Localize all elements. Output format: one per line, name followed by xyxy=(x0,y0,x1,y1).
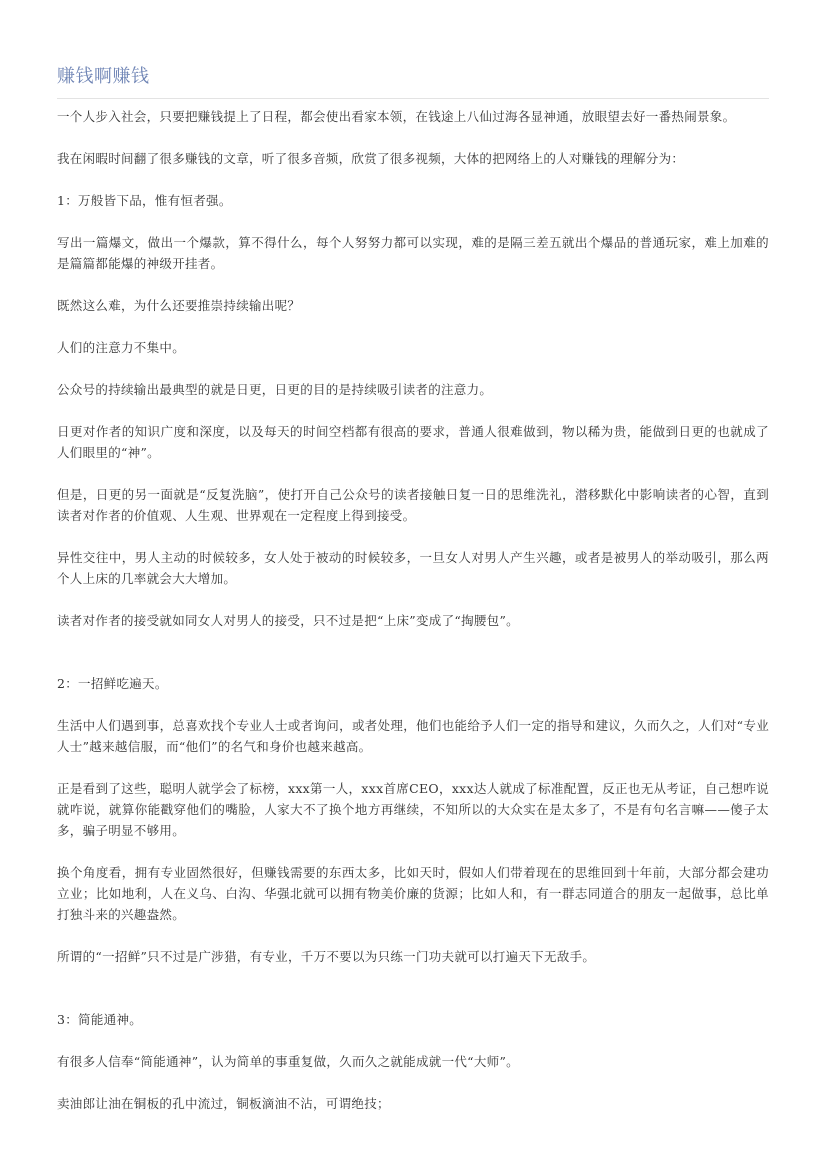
paragraph-9: 异性交往中，男人主动的时候较多，女人处于被动的时候较多，一旦女人对男人产生兴趣，或者是被男人的举动吸引，那么两个人上床的几率就会大大增加。 xyxy=(57,550,769,586)
paragraph-7: 日更对作者的知识广度和深度，以及每天的时间空档都有很高的要求，普通人很难做到，物以稀为贵，能做到日更的也就成了人们眼里的“神”。 xyxy=(57,424,769,460)
section-heading-3: 3：简能通神。 xyxy=(57,1012,143,1027)
paragraph-8: 但是，日更的另一面就是“反复洗脑”，使打开自己公众号的读者接触日复一日的思维洗礼，潜移默化中影响读者的心智，直到读者对作者的价值观、人生观、世界观在一定程度上得到接受。 xyxy=(57,487,769,523)
paragraph-14: 所谓的“一招鲜”只不过是广涉猎，有专业，千万不要以为只练一门功夫就可以打遍天下无敌手。 xyxy=(57,949,596,964)
paragraph-16: 卖油郎让油在铜板的孔中流过，铜板滴油不沾，可谓绝技； xyxy=(57,1096,390,1111)
paragraph-15: 有很多人信奉“简能通神”，认为简单的事重复做，久而久之就能成就一代“大师”。 xyxy=(57,1054,519,1069)
paragraph-1: 一个人步入社会，只要把赚钱提上了日程，都会使出看家本领，在钱途上八仙过海各显神通，放眼望去好一番热闹景象。 xyxy=(57,109,736,124)
title-divider xyxy=(57,98,769,99)
article-title: 赚钱啊赚钱 xyxy=(57,66,150,87)
paragraph-13: 换个角度看，拥有专业固然很好，但赚钱需要的东西太多，比如天时，假如人们带着现在的思维回到十年前，大部分都会建功立业；比如地利，人在义乌、白沟、华强北就可以拥有物美价廉的货源；比如人和，有一群志同道合的朋友一起做事，总比单打独斗来的兴趣盎然。 xyxy=(57,865,769,922)
paragraph-12: 正是看到了这些，聪明人就学会了标榜，xxx第一人，xxx首席CEO，xxx达人就成了标准配置，反正也无从考证，自己想咋说就咋说，就算你能戳穿他们的嘴脸，人家大不了换个地方再继续，不知所以的大众实在是太多了，不是有句名言嘛——傻子太多，骗子明显不够用。 xyxy=(57,781,769,838)
paragraph-10: 读者对作者的接受就如同女人对男人的接受，只不过是把“上床”变成了“掏腰包”。 xyxy=(57,613,519,628)
section-heading-1: 1：万般皆下品，惟有恒者强。 xyxy=(57,193,232,208)
article-body xyxy=(57,106,769,1114)
paragraph-6: 公众号的持续输出最典型的就是日更，日更的目的是持续吸引读者的注意力。 xyxy=(57,382,493,397)
paragraph-3: 写出一篇爆文，做出一个爆款，算不得什么，每个人努努力都可以实现，难的是隔三差五就出个爆品的普通玩家，难上加难的是篇篇都能爆的神级开挂者。 xyxy=(57,235,769,271)
paragraph-5: 人们的注意力不集中。 xyxy=(57,340,186,355)
paragraph-2: 我在闲暇时间翻了很多赚钱的文章，听了很多音频，欣赏了很多视频，大体的把网络上的人对赚钱的理解分为： xyxy=(57,151,685,166)
section-heading-2: 2：一招鲜吃遍天。 xyxy=(57,676,168,691)
paragraph-11: 生活中人们遇到事，总喜欢找个专业人士或者询问，或者处理，他们也能给予人们一定的指导和建议，久而久之，人们对“专业人士”越来越信服，而“他们”的名气和身价也越来越高。 xyxy=(57,718,769,754)
paragraph-4: 既然这么难，为什么还要推崇持续输出呢？ xyxy=(57,298,301,313)
